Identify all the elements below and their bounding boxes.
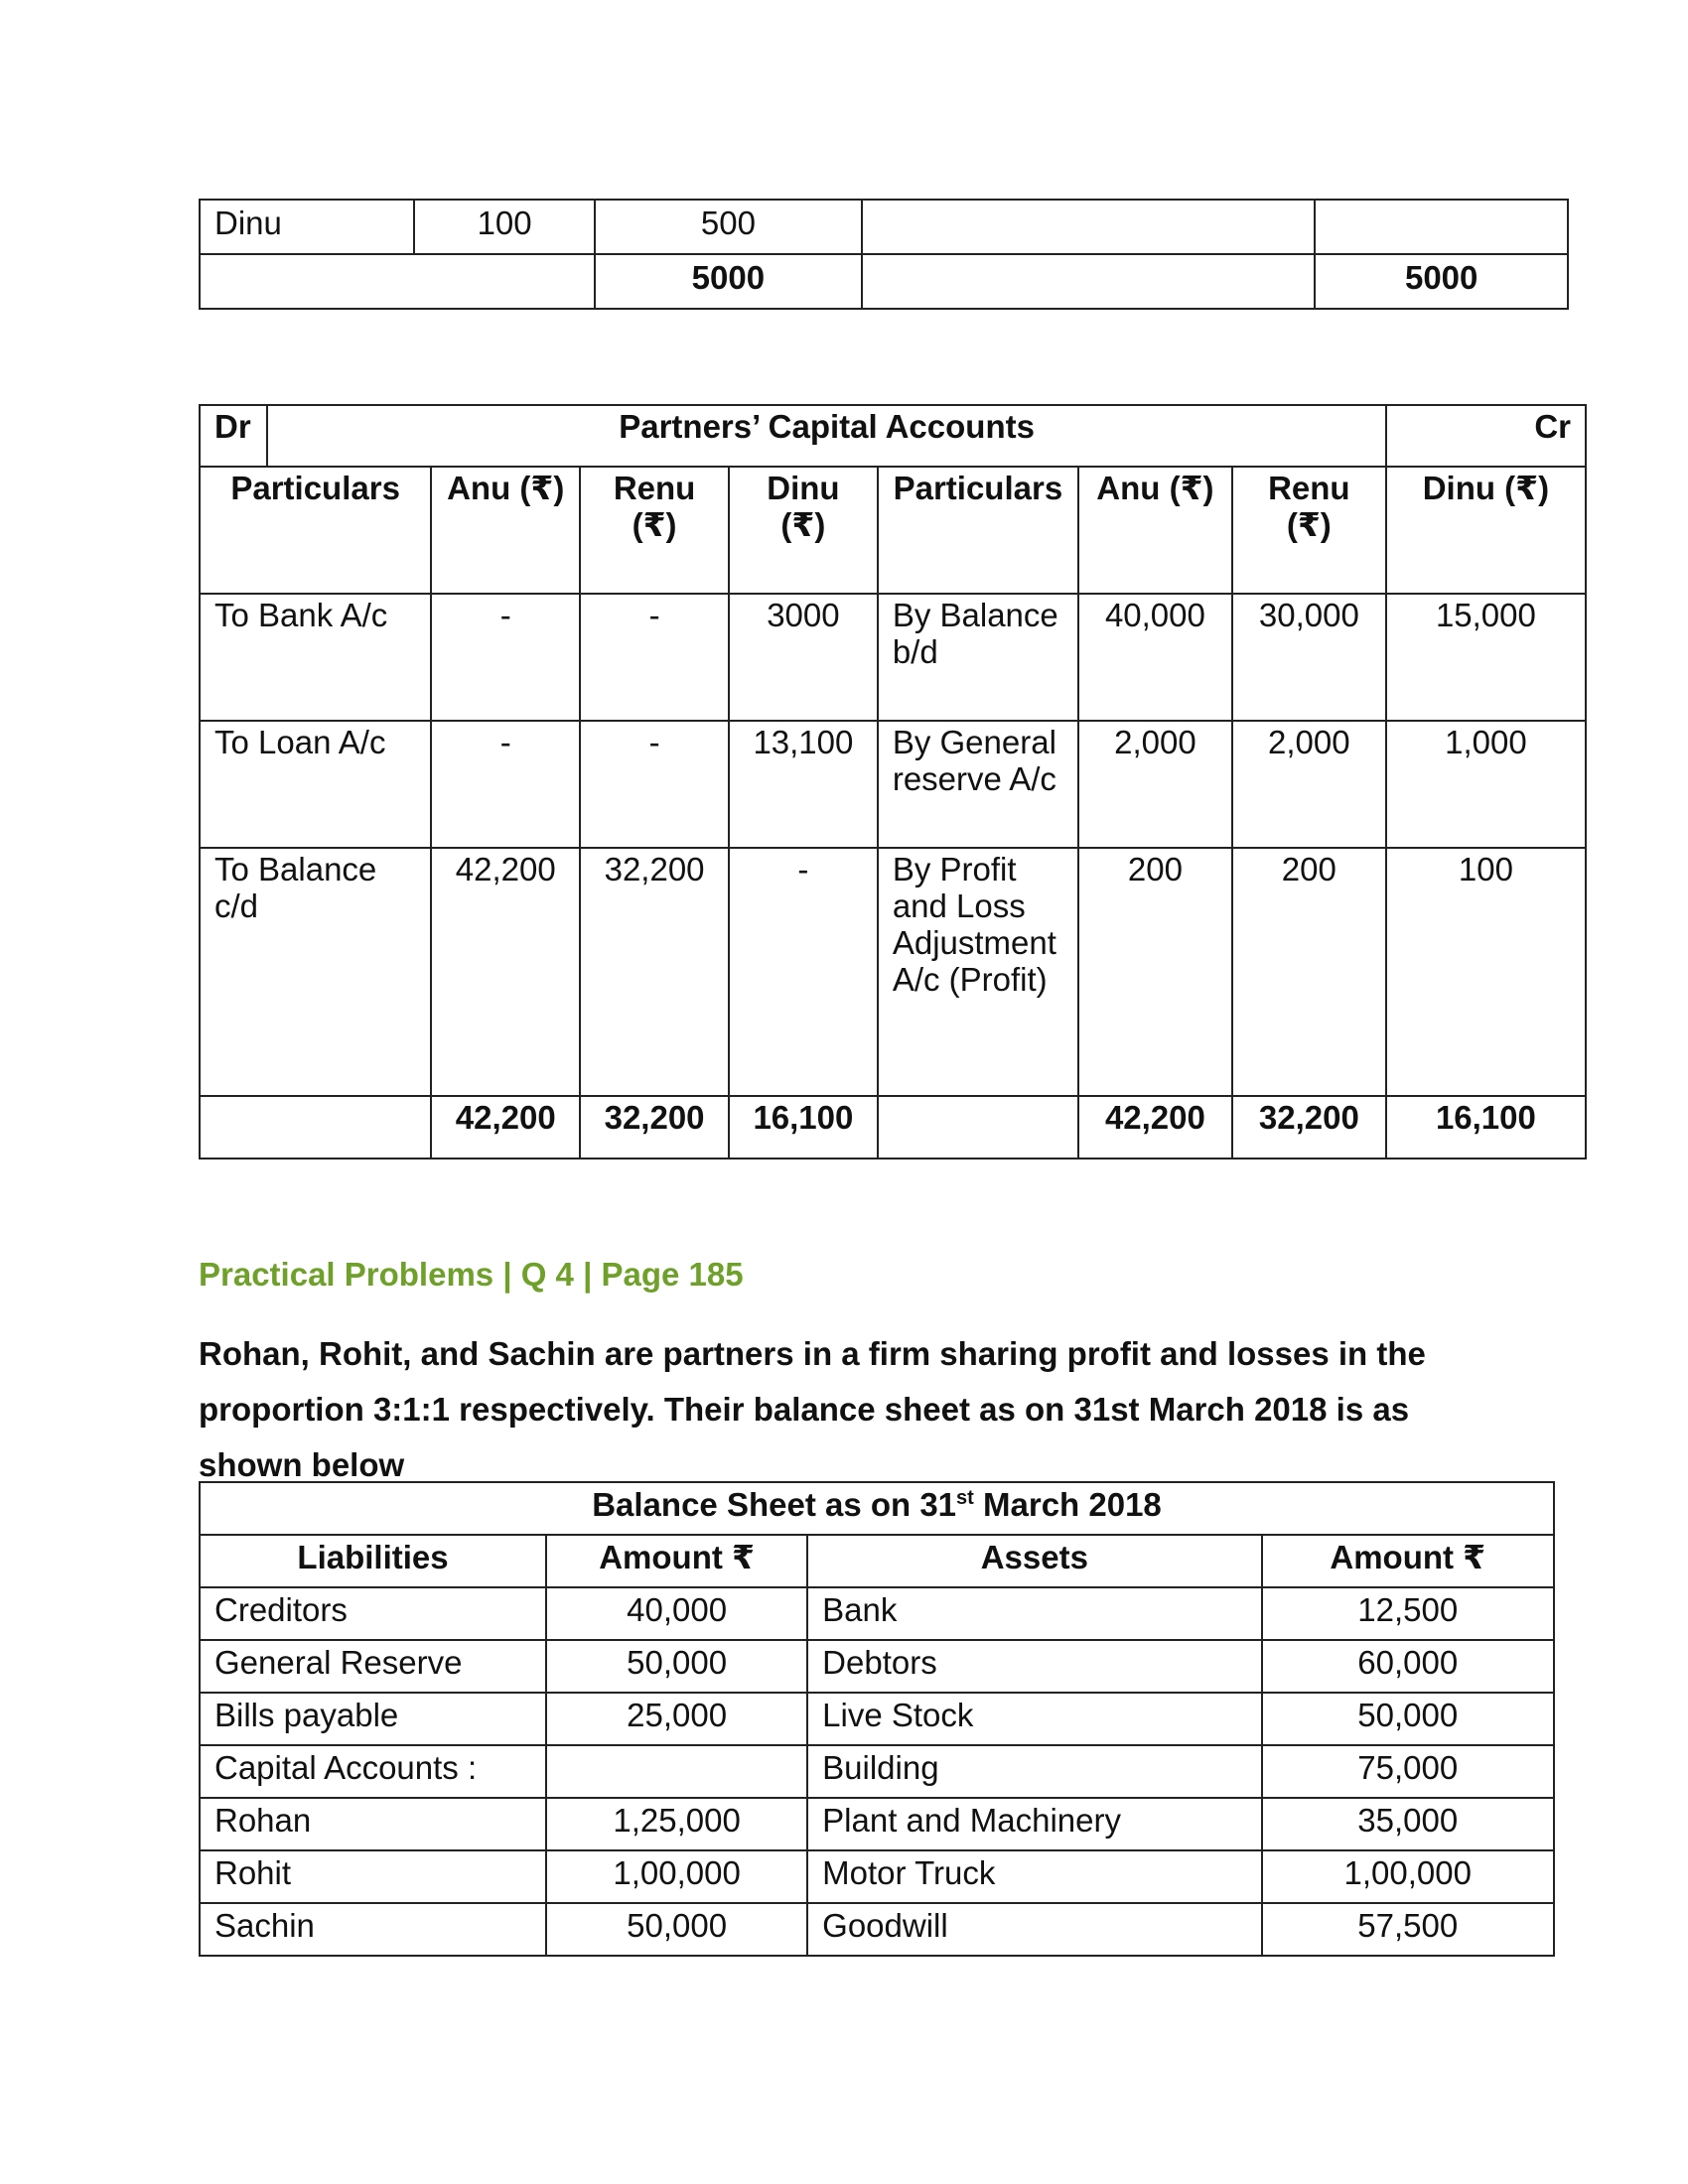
balance-sheet-title <box>200 1482 1554 1535</box>
column-header: Renu (₹) <box>580 467 729 594</box>
table-cell: - <box>729 848 878 1096</box>
table-cell: Rohit <box>200 1850 546 1903</box>
question-text: Rohan, Rohit, and Sachin are partners in a firm sharing profit and losses in the proportion 3:1:1 respectively. Their balance sheet as on 31st March 2018 is as shown below <box>199 1335 1426 1483</box>
table-cell: Plant and Machinery <box>807 1798 1261 1850</box>
title-superscript: st <box>956 1487 974 1509</box>
table-cell: 50,000 <box>1262 1693 1555 1745</box>
table-cell: Rohan <box>200 1798 546 1850</box>
table-row <box>200 1587 1554 1640</box>
table-cell <box>546 1745 807 1798</box>
column-header-row <box>200 467 1586 594</box>
column-header: Anu (₹) <box>1078 467 1232 594</box>
table-cell: 12,500 <box>1262 1587 1555 1640</box>
table-cell: Dinu <box>200 200 414 254</box>
table-cell: 35,000 <box>1262 1798 1555 1850</box>
table-cell: 5000 <box>595 254 862 309</box>
table-cell: 75,000 <box>1262 1745 1555 1798</box>
column-header: Amount ₹ <box>1262 1535 1555 1587</box>
table-cell: To Loan A/c <box>200 721 431 848</box>
table-row <box>200 1798 1554 1850</box>
dinu-loan-table <box>199 199 1569 310</box>
table-cell: Capital Accounts : <box>200 1745 546 1798</box>
title-text: Balance Sheet as on 31 <box>592 1486 957 1523</box>
table-cell: 42,200 <box>1078 1096 1232 1159</box>
table-row <box>200 848 1586 1096</box>
column-header: Dinu (₹) <box>729 467 878 594</box>
column-header: Anu (₹) <box>431 467 580 594</box>
table-cell: 200 <box>1232 848 1386 1096</box>
table-cell: - <box>580 721 729 848</box>
table-cell: 30,000 <box>1232 594 1386 721</box>
table-cell: 2,000 <box>1078 721 1232 848</box>
table-cell: 13,100 <box>729 721 878 848</box>
table-cell: Bills payable <box>200 1693 546 1745</box>
table-cell: To Bank A/c <box>200 594 431 721</box>
table-cell: 1,00,000 <box>1262 1850 1555 1903</box>
table-cell: - <box>431 721 580 848</box>
table-row <box>200 1903 1554 1956</box>
table-cell: 1,000 <box>1386 721 1586 848</box>
table-total-row <box>200 254 1568 309</box>
title-text: March 2018 <box>973 1486 1162 1523</box>
table-row <box>200 721 1586 848</box>
table-cell: 3000 <box>729 594 878 721</box>
table-cell: By General reserve A/c <box>878 721 1078 848</box>
table-cell: 57,500 <box>1262 1903 1555 1956</box>
table-cell <box>878 1096 1078 1159</box>
table-cell: 42,200 <box>431 1096 580 1159</box>
table-cell: 42,200 <box>431 848 580 1096</box>
table-row <box>200 594 1586 721</box>
table-cell: General Reserve <box>200 1640 546 1693</box>
table-total-row <box>200 1096 1586 1159</box>
column-header: Renu (₹) <box>1232 467 1386 594</box>
table-cell: 1,00,000 <box>546 1850 807 1903</box>
table-cell: 32,200 <box>580 1096 729 1159</box>
table-cell: 100 <box>1386 848 1586 1096</box>
table-cell: 40,000 <box>546 1587 807 1640</box>
column-header: Dinu (₹) <box>1386 467 1586 594</box>
table-cell: Debtors <box>807 1640 1261 1693</box>
table-cell: 25,000 <box>546 1693 807 1745</box>
table-cell: 15,000 <box>1386 594 1586 721</box>
table-cell <box>862 254 1316 309</box>
dr-label: Dr <box>200 405 267 467</box>
table-cell: 100 <box>414 200 595 254</box>
table-cell: By Profit and Loss Adjustment A/c (Profit) <box>878 848 1078 1096</box>
table-cell: 32,200 <box>580 848 729 1096</box>
table-cell: 500 <box>595 200 862 254</box>
table-cell <box>862 200 1316 254</box>
table-cell: 50,000 <box>546 1640 807 1693</box>
table-cell: 16,100 <box>729 1096 878 1159</box>
table-cell: 60,000 <box>1262 1640 1555 1693</box>
table-row <box>200 1745 1554 1798</box>
table-cell: Building <box>807 1745 1261 1798</box>
table-row <box>200 1640 1554 1693</box>
table-cell <box>200 254 595 309</box>
balance-sheet-table <box>199 1481 1555 1957</box>
column-header-row <box>200 1535 1554 1587</box>
column-header: Amount ₹ <box>546 1535 807 1587</box>
table-row <box>200 200 1568 254</box>
table-cell: 2,000 <box>1232 721 1386 848</box>
table-cell: 1,25,000 <box>546 1798 807 1850</box>
table-cell: 16,100 <box>1386 1096 1586 1159</box>
partners-capital-accounts-table <box>199 404 1587 1160</box>
table-row <box>200 1693 1554 1745</box>
table-row <box>200 1850 1554 1903</box>
table-cell: 40,000 <box>1078 594 1232 721</box>
table-cell: 50,000 <box>546 1903 807 1956</box>
table-cell: Creditors <box>200 1587 546 1640</box>
column-header: Assets <box>807 1535 1261 1587</box>
table-cell: 200 <box>1078 848 1232 1096</box>
column-header: Particulars <box>878 467 1078 594</box>
table-title: Partners’ Capital Accounts <box>267 405 1385 467</box>
table-cell: To Balance c/d <box>200 848 431 1096</box>
table-cell: - <box>431 594 580 721</box>
table-cell: - <box>580 594 729 721</box>
table-cell <box>200 1096 431 1159</box>
table-cell <box>1315 200 1568 254</box>
table-title-row <box>200 1482 1554 1535</box>
column-header: Liabilities <box>200 1535 546 1587</box>
table-cell: Live Stock <box>807 1693 1261 1745</box>
table-cell: 32,200 <box>1232 1096 1386 1159</box>
table-cell: By Balance b/d <box>878 594 1078 721</box>
table-cell: Motor Truck <box>807 1850 1261 1903</box>
cr-label: Cr <box>1386 405 1586 467</box>
table-title-row <box>200 405 1586 467</box>
table-cell: Goodwill <box>807 1903 1261 1956</box>
table-cell: Bank <box>807 1587 1261 1640</box>
table-cell: Sachin <box>200 1903 546 1956</box>
column-header: Particulars <box>200 467 431 594</box>
table-cell: 5000 <box>1315 254 1568 309</box>
question-heading: Practical Problems | Q 4 | Page 185 <box>199 1256 744 1293</box>
